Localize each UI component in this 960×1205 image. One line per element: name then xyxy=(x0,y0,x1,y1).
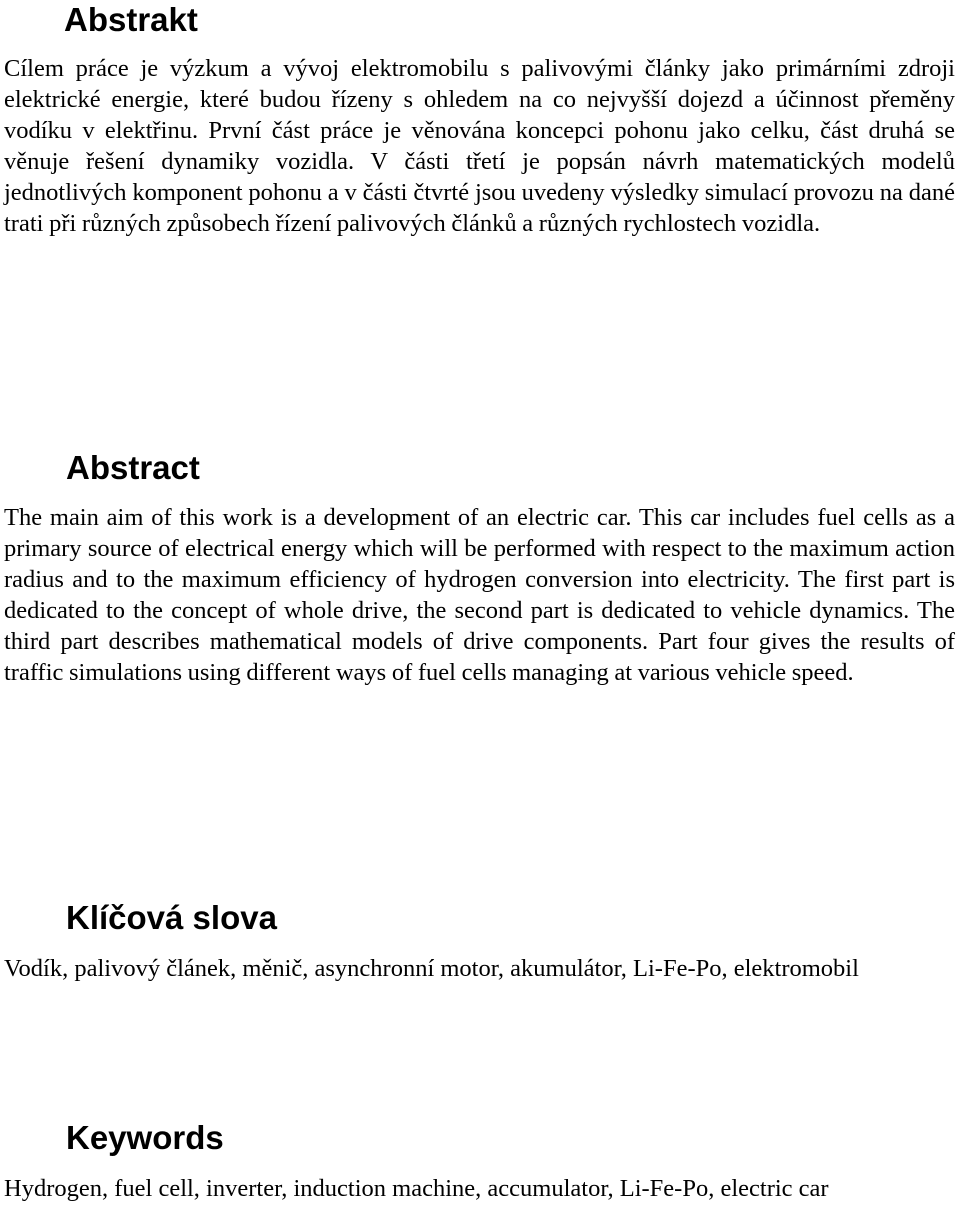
klicova-slova-list: Vodík, palivový článek, měnič, asynchronní motor, akumulátor, Li-Fe-Po, elektromobil xyxy=(4,955,859,982)
klicova-slova-heading: Klíčová slova xyxy=(66,899,277,936)
keywords-heading: Keywords xyxy=(66,1119,224,1156)
abstrakt-heading: Abstrakt xyxy=(64,1,198,38)
keywords-list: Hydrogen, fuel cell, inverter, induction machine, accumulator, Li-Fe-Po, electric car xyxy=(4,1175,829,1202)
abstract-heading: Abstract xyxy=(66,449,200,486)
abstract-paragraph: The main aim of this work is a development of an electric car. This car includes fuel cells as a primary source of electrical energy which will be performed with respect to the maximum action radius and to the maximum efficiency of hydrogen conversion into electricity. The first part is dedicated to the concept of whole drive, the second part is dedicated to vehicle dynamics. The third part describes mathematical models of drive components. Part four gives the results of traffic simulations using different ways of fuel cells managing at various vehicle speed. xyxy=(4,504,955,686)
abstrakt-paragraph: Cílem práce je výzkum a vývoj elektromobilu s palivovými články jako primárními zdroji elektrické energie, které budou řízeny s ohledem na co nejvyšší dojezd a účinnost přeměny vodíku v elektřinu. První část práce je věnována koncepci pohonu jako celku, část druhá se věnuje řešení dynamiky vozidla. V části třetí je popsán návrh matematických modelů jednotlivých komponent pohonu a v části čtvrté jsou uvedeny výsledky simulací provozu na dané trati při různých způsobech řízení palivových článků a různých rychlostech vozidla. xyxy=(4,55,955,237)
